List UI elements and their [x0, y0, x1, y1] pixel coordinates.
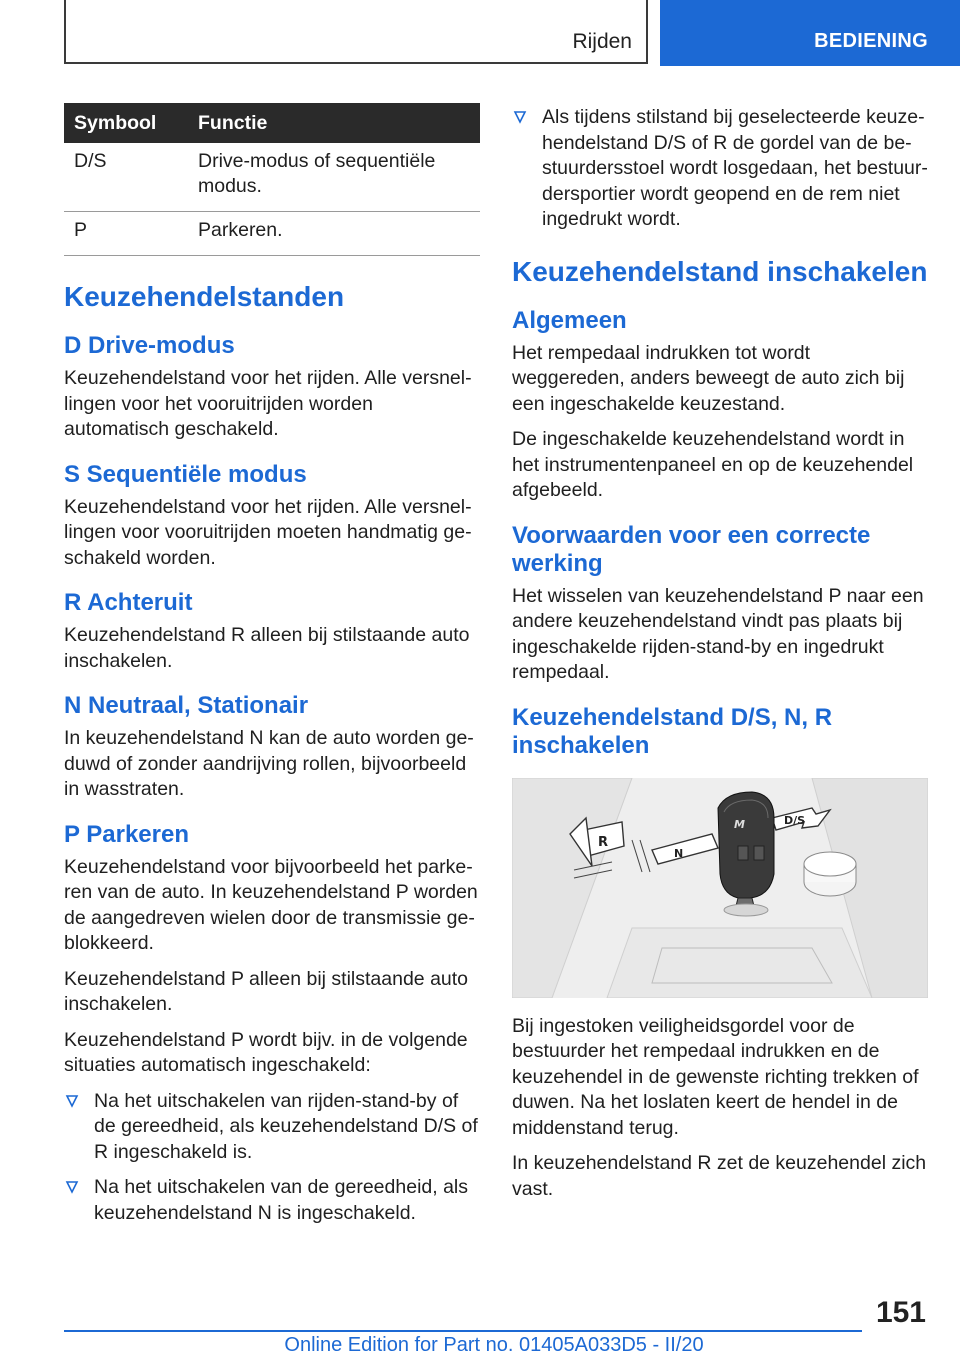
heading-sequential-mode: S Sequentiële modus [64, 460, 307, 488]
gear-selector-illustration [512, 778, 928, 998]
left-column [64, 103, 480, 1236]
heading-selector-positions: Keuzehendelstanden [64, 281, 345, 312]
list-item-text: Als tijdens stilstand bij geselecteerde keuzehendelstand D/S of R de gordel van de bestuurdersstoel wordt losgedaan, het bestuurdersportier wordt geopend en de rem niet ingedrukt wordt. [542, 106, 928, 230]
table-row [64, 143, 480, 212]
heading-reverse: R Achteruit [64, 589, 193, 616]
text-requirements: Het wisselen van keuzehendelstand P naar een andere keuzehendelstand vindt pas plaats bij ingeschakelde rijden-stand-by en ingedrukt rempedaal. [512, 584, 924, 683]
triangle-bullet-icon [64, 1093, 80, 1109]
text-engage-dsnr-2: In keuzehendelstand R zet de keuzehendel zich vast. [512, 1152, 927, 1200]
position-r-label: R [598, 834, 609, 850]
park-bullet-list [64, 1089, 480, 1227]
heading-general: Algemeen [512, 306, 627, 334]
text-engage-dsnr-1: Bij ingestoken veiligheidsgordel voor de bestuurder het rempedaal indrukken en de keuzehendel in de gewenste richting trekken of duwen. Na het loslaten keert de hendel in de middenstand terug. [512, 1014, 919, 1139]
footer-divider [64, 1330, 862, 1332]
position-ds-label: D/S [784, 813, 806, 827]
text-general-1: Het rempedaal indrukken tot wordt weggereden, anders beweegt de auto zich bij een ingeschakelde keuzestand. [512, 341, 905, 415]
header-box [64, 0, 648, 64]
heading-engage-dsnr: Keuzehendelstand D/S, N, R inschakelen [512, 703, 833, 759]
text-reverse: Keuzehendelstand R alleen bij stilstaande auto inschakelen. [64, 624, 470, 672]
list-item-text: Na het uitschakelen van rijden-stand-by of de gereedheid, als keuzehendelstand D/S of R ingeschakeld is. [94, 1089, 478, 1163]
header-chapter-tab [660, 0, 960, 66]
text-park-2: Keuzehendelstand P alleen bij stilstaande auto inschakelen. [64, 967, 469, 1015]
heading-park: P Parkeren [64, 820, 189, 848]
text-general-2: De ingeschakelde keuzehendelstand wordt in het instrumentenpaneel en op de keuzehendel afgebeeld. [512, 428, 914, 501]
list-item-text: Na het uitschakelen van de gereedheid, als keuzehendelstand N is ingeschakeld. [94, 1176, 469, 1224]
text-neutral: In keuzehendelstand N kan de auto worden geduwd of zonder aandrijving rollen, bijvoorbeeld in wasstraten. [64, 727, 474, 800]
table-cell-function: Parkeren. [188, 212, 480, 256]
heading-neutral: N Neutraal, Stationair [64, 692, 309, 719]
header-section-title: Rijden [572, 30, 632, 53]
table-cell-symbol: D/S [64, 143, 188, 212]
table-cell-function: Drive-modus of sequentiële modus. [188, 143, 480, 212]
heading-engage-selector: Keuzehendelstand inschakelen [512, 255, 928, 287]
table-header-function: Functie [188, 103, 480, 143]
right-column [512, 103, 928, 1212]
table-header-symbol: Symbool [64, 103, 188, 143]
triangle-bullet-icon [512, 109, 528, 125]
list-item [64, 1175, 480, 1226]
heading-requirements: Voorwaarden voor een correcte werking [512, 521, 871, 577]
table-cell-symbol: P [64, 212, 188, 256]
symbol-table [64, 103, 480, 256]
header-chapter-label: BEDIENING [814, 30, 928, 52]
page-number: 151 [875, 1296, 926, 1329]
footer-edition-text: Online Edition for Part no. 01405A033D5 - II/20 [284, 1334, 704, 1356]
list-item [512, 105, 928, 233]
gear-selector-drawing [512, 778, 928, 998]
table-row [64, 212, 480, 256]
park-bullet-list-continued [512, 105, 928, 233]
text-drive-mode: Keuzehendelstand voor het rijden. Alle versnellingen voor het vooruitrijden worden automatisch geschakeld. [64, 367, 472, 440]
position-n-label: N [674, 846, 684, 860]
lever-logo-text: M [734, 817, 745, 831]
text-sequential-mode: Keuzehendelstand voor het rijden. Alle versnellingen voor vooruitrijden moeten handmatig geschakeld worden. [64, 495, 472, 569]
triangle-bullet-icon [64, 1179, 80, 1195]
heading-drive-mode: D Drive-modus [64, 332, 235, 359]
text-park-3: Keuzehendelstand P wordt bijv. in de volgende situaties automatisch ingeschakeld: [64, 1028, 468, 1076]
list-item [64, 1089, 480, 1166]
text-park-1: Keuzehendelstand voor bijvoorbeeld het parkeren van de auto. In keuzehendelstand P worden de aangedreven wielen door de transmissie geblokkeerd. [64, 855, 478, 954]
